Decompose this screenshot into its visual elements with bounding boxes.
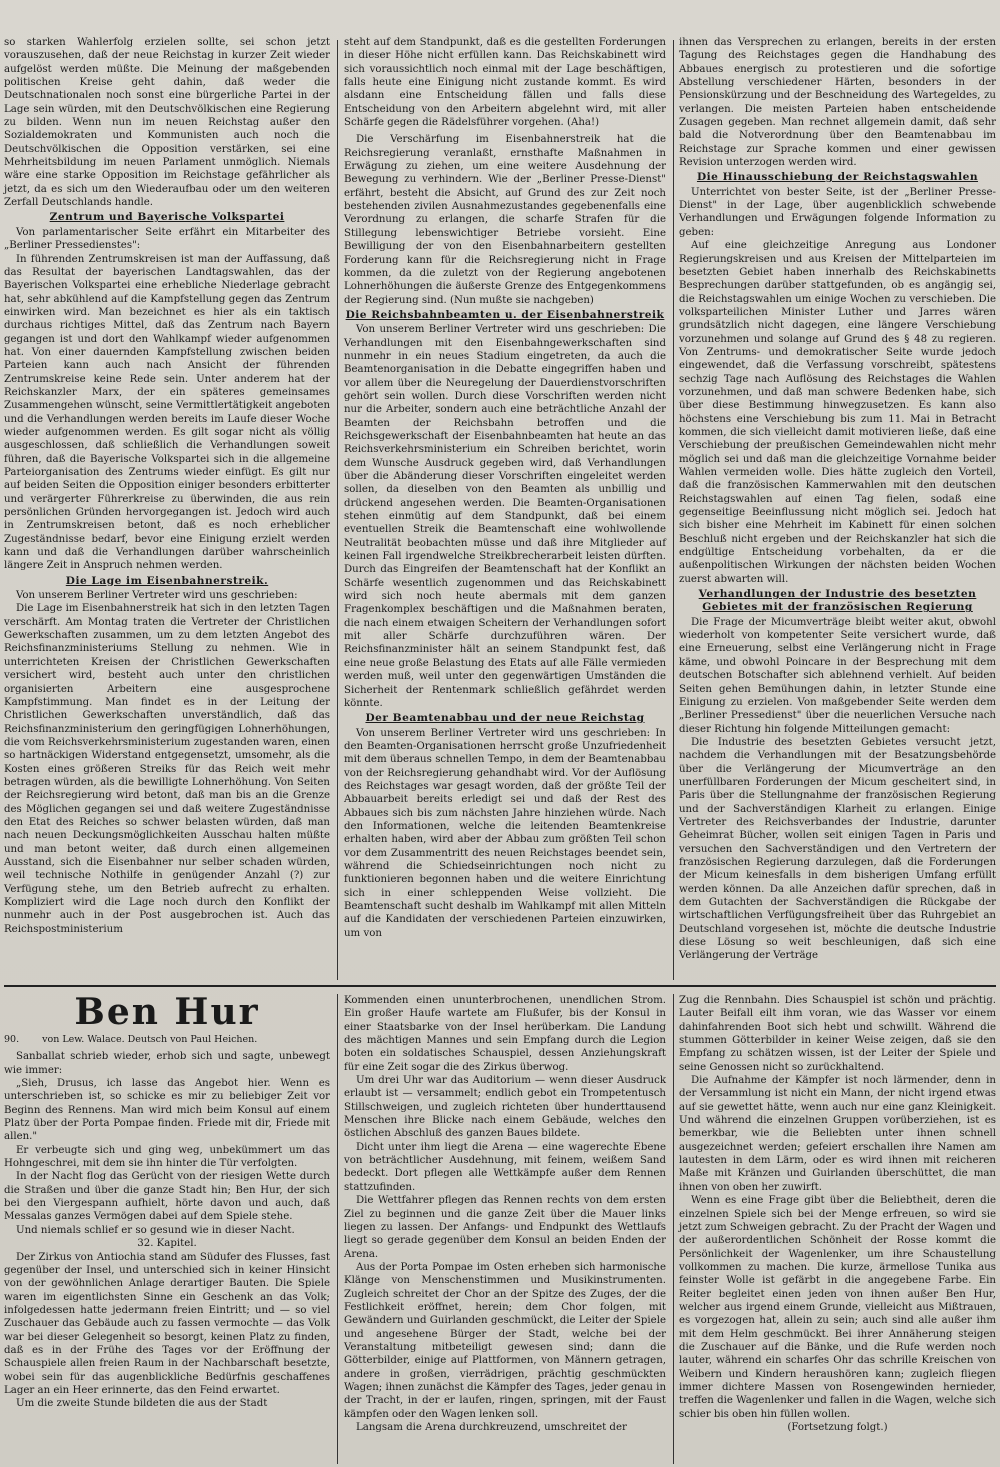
article-heading: Zentrum und Bayerische Volkspartei (49, 211, 285, 224)
article-paragraph: In führenden Zentrumskreisen ist man der Auffassung, daß das Resultat der bayerischen Landtagswahlen, das der Bayerischen Volkspartei eine erhebliche Niederlage gebracht hat, sehr abkühlend auf die Kampfstellung gegen das Zentrum einwirken wird. Man bezeichnet es hier als ein taktisch durchaus richtiges Mittel, daß das Zentrum nach Bayern gegangen ist und dort den Wahlkampf wieder aufgenommen hat. Von einer dauernden Kampfstellung zwischen beiden Parteien kann auch nach Ansicht der führenden Zentrumskreise keine Rede sein. Unter anderem hat der Reichskanzler Marx, der ein späteres gemeinsames Zusammengehen wünscht, seine Vermittlertätigkeit angeboten und die Verhandlungen werden bereits im Laufe dieser Woche wieder aufgenommen werden. Es gilt sogar nicht als völlig ausgeschlossen, daß schließlich die Verhandlungen soweit führen, daß die Bayerische Volkspartei sich in die allgemeine Parteiorganisation des Zentrums wieder einfügt. Es gilt nur auf beiden Seiten die Opposition einiger besonders erbitterter und verärgerter Führerkreise zu überwinden, die aus rein persönlichen Gründen hervorgegangen ist. Jedoch wird auch in Zentrumskreisen betont, daß es noch erheblicher Zugeständnisse bedarf, bevor eine Einigung erzielt werden kann und daß die Verhandlungen darüber wahrscheinlich längere Zeit in Anspruch nehmen werden. (4, 253, 330, 572)
serial-paragraph: „Sieh, Drusus, ich lasse das Angebot hier. Wenn es unterschrieben ist, so schicke es mir zu beliebiger Zeit vor Beginn des Rennens. Man wird mich beim Konsul auf einem Platz über der Porta Pompae finden. Friede mit dir, Friede mit allen." (4, 1078, 330, 1143)
serial-paragraph: Um drei Uhr war das Auditorium — wenn dieser Ausdruck erlaubt ist — versammelt; endlich gebot ein Trompetentusch Stillschweigen, und zugleich richteten über hunderttausend Menschen ihre Blicke nach einem Gebäude, welches den östlichen Abschluß des ganzen Baues bildete. (344, 1075, 666, 1140)
continuation-note: (Fortsetzung folgt.) (787, 1422, 888, 1433)
article-paragraph: ihnen das Versprechen zu erlangen, bereits in der ersten Tagung des Reichstages gegen die Handhabung des Abbaues energisch zu protestieren und die sofortige Abstellung verschiedener Härten, besonders in der Pensionskürzung und der Beschneidung des Wartegeldes, zu verlangen. Die meisten Parteien haben entscheidende Zusagen gegeben. Man rechnet allgemein damit, daß sehr bald die Notverordnung über den Beamtenabbau im Reichstage zur Sprache kommen und einer gewissen Revision unterzogen werden wird. (679, 37, 996, 169)
serial-paragraph: Kommenden einen ununterbrochenen, unendlichen Strom. Ein großer Haufe wartete am Flußufer, bis der Konsul in einer Staatsbarke von der Insel herüberkam. Die Landung des mächtigen Mannes und sein Empfang durch die Legion boten ein soldatisches Schauspiel, dessen Anziehungskraft für eine Zeit sogar die des Zirkus überwog. (344, 995, 666, 1073)
serial-column-1 (4, 991, 330, 1411)
serial-byline (4, 1033, 330, 1046)
news-column-2 (344, 36, 666, 940)
article-paragraph: steht auf dem Standpunkt, daß es die gestellten Forderungen in dieser Höhe nicht erfüllen kann. Das Reichskabinett wird sich voraussichtlich noch einmal mit der Lage beschäftigen, falls heute eine Einigung nicht zustande kommt. Es wird alsdann eine Entscheidung fällen und falls diese Entscheidung von den Arbeitern abgelehnt wird, mit aller Schärfe gegen die Rädelsführer vorgehen. (Aha!) (344, 37, 666, 129)
section-divider (4, 985, 996, 987)
serial-paragraph: In der Nacht flog das Gerücht von der riesigen Wette durch die Straßen und über die ganze Stadt hin; Ben Hur, der sich bei den Viergespann aufhielt, hörte davon und auch, daß Messalas ganzes Vermögen dabei auf dem Spiele stehe. (4, 1171, 330, 1223)
column-divider (337, 994, 338, 1464)
serial-paragraph: Die Wettfahrer pflegen das Rennen rechts von dem ersten Ziel zu beginnen und die ganze Zeit über die Mauer links liegen zu lassen. Der Anfangs- und Endpunkt des Wettlaufs liegt so gerade gegenüber dem Konsul an beiden Enden der Arena. (344, 1195, 666, 1260)
article-paragraph: Von parlamentarischer Seite erfährt ein Mitarbeiter des „Berliner Pressedienstes": (4, 226, 330, 252)
article-heading: Verhandlungen der Industrie des besetzten Gebietes mit der französischen Regierung (698, 588, 977, 614)
article-paragraph: Die Lage im Eisenbahnerstreik hat sich in den letzten Tagen verschärft. Am Montag traten die Vertreter der Christlichen Gewerkschaften zusammen, um zu dem letzten Angebot des Reichsfinanzministeriums Stellung zu nehmen. Wie in unterrichteten Kreisen der Christlichen Gewerkschaften versichert wird, besteht auch unter den christlichen organisierten Arbeitern eine ausgesprochene Kampfstimmung. Man findet es in der Leitung der Christlichen Gewerkschaften unverständlich, daß das Reichsfinanzministerium den geringfügigen Lohnerhöhungen, die vom Reichsverkehrsministerium zugestanden waren, einen so hartnäckigen Widerstand entgegensetzt, umsomehr, als die Kosten eines größeren Streiks für das Reich weit mehr betragen würden, als die bewilligte Lohnerhöhung. Von Seiten der Reichsregierung wird betont, daß man bis an die Grenze des Möglichen gegangen sei und daß weitere Zugeständnisse den Etat des Reiches so schwer belasten würden, daß man nach neuen Deckungsmöglichkeiten Ausschau halten müßte und man betont weiter, daß durch einen allgemeinen Ausstand, sich die Eisenbahner nur selber schaden würden, weil technische Nothilfe in genügender Anzahl (?) zur Verfügung stehe, um den Betrieb aufrecht zu erhalten. Kompliziert wird die Lage noch durch den Konflikt der nunmehr auch in der Post ausgebrochen ist. Auch das Reichspostministerium (4, 603, 330, 935)
news-column-3 (679, 36, 996, 963)
serial-paragraph: Der Zirkus von Antiochia stand am Südufer des Flusses, fast gegenüber der Insel, und unterschied sich in keiner Hinsicht von der gewöhnlichen Anlage derartiger Bauten. Die Spiele waren im eigentlichsten Sinne ein Geschenk an das Volk; infolgedessen hatte jedermann freien Eintritt; und — so viel Zuschauer das Gebäude auch zu fassen vermochte — das Volk war bei dieser Gelegenheit so besorgt, keinen Platz zu finden, daß es in der Frühe des Tages vor der Eröffnung der Schauspiele allen freien Raum in der Nachbarschaft besetzte, wobei sein für das augenblickliche Bedürfnis geschaffenes Lager an ein Heer erinnerte, das den Feind erwartet. (4, 1251, 330, 1396)
article-heading: Die Hinausschiebung der Reichstagswahlen (696, 171, 979, 184)
serial-paragraph: Er verbeugte sich und ging weg, unbekümmert um das Hohngeschrei, mit dem sie ihn hinter die Tür verfolgten. (4, 1144, 330, 1170)
article-paragraph: Die Industrie des besetzten Gebietes versucht jetzt, nachdem die Verhandlungen mit der Besatzungsbehörde über die Verlängerung der Micumverträge an den unerfüllbaren Forderungen der Micum gescheitert sind, in Paris über die Stellungnahme der französischen Regierung und der Sachverständigen Klarheit zu erlangen. Einige Vertreter des Reichsverbandes der Industrie, darunter Geheimrat Bücher, wollen seit einigen Tagen in Paris und versuchen den Sachverständigen und den Vertretern der französischen Regierung darzulegen, daß die Forderungen der Micum keinesfalls in dem bisherigen Umfang erfüllt werden können. Da alle Anzeichen dafür sprechen, daß in dem Gutachten der Sachverständigen die Rückgabe der wirtschaftlichen Verfügungsfreiheit über das Ruhrgebiet an Deutschland vorgesehen ist, möchte die deutsche Industrie diese Lösung so weit beschleunigen, daß sich eine Verlängerung der Verträge (679, 736, 996, 962)
serial-paragraph: Wenn es eine Frage gibt über die Beliebtheit, deren die einzelnen Spiele sich bei der Menge erfreuen, so wird sie jetzt zum Schweigen gebracht. Zu der Pracht der Wagen und der außerordentlichen Schönheit der Rosse kommt die Persönlichkeit der Wagenlenker, um ihre Schaustellung vollkommen zu machen. Die kurze, ärmellose Tunika aus feinster Wolle ist gefärbt in die angegebene Farbe. Ein Reiter begleitet einen jeden von ihnen außer Ben Hur, welcher aus irgend einem Grunde, vielleicht aus Mißtrauen, es vorgezogen hat, allein zu sein; auch sind alle außer ihm mit dem Helm geschmückt. Bei ihrer Annäherung steigen die Zuschauer auf die Bänke, und die Rufe werden noch lauter, während ein scharfes Ohr das schrille Kreischen von Weibern und Kindern heraushören kann; zugleich fliegen immer dichtere Massen von Rosengewinden hernieder, treffen die Wagenlenker und fallen in die Wagen, welche sich schier bis oben hin füllen wollen. (679, 1195, 996, 1420)
article-paragraph: Auf eine gleichzeitige Anregung aus Londoner Regierungskreisen und aus Kreisen der Mittelparteien im besetzten Gebiet haben innerhalb des Reichskabinetts Besprechungen darüber stattgefunden, ob es angängig sei, die Reichstagswahlen um einige Wochen zu verschieben. Die volksparteilichen Minister Luther und Jarres wären grundsätzlich nicht dagegen, eine längere Verschiebung vorzunehmen und solange auf Grund des § 48 zu regieren. Von Zentrums- und demokratischer Seite wurde jedoch eingewendet, daß die Verfassung vorschreibt, spätestens sechzig Tage nach Auflösung des Reichstages die Wahlen vorzunehmen, und daß man schwere Bedenken habe, sich über diese Bestimmung hinwegzusetzen. Es kann also höchstens eine Verschiebung bis zum 11. Mai in Betracht kommen, die sich vielleicht damit motivieren ließe, daß eine Verschiebung der preußischen Gemeindewahlen nicht mehr möglich sei und daß man die gleichzeitige Vornahme beider Wahlen vermeiden wolle. Dies hätte zugleich den Vorteil, daß die französischen Kammerwahlen mit den deutschen Reichstagswahlen auf einen Tag fielen, sodaß eine gegenseitige Beeinflussung nicht möglich sei. Jedoch hat sich bisher eine Mehrheit im Kabinett für einen solchen Beschluß nicht ergeben und der Reichskanzler hat sich die endgültige Entscheidung vorbehalten, da er die außenpolitischen Wirkungen der nächsten beiden Wochen zuerst abwarten will. (679, 240, 996, 585)
article-paragraph: Von unserem Berliner Vertreter wird uns geschrieben: (16, 590, 298, 602)
serial-paragraph: Die Aufnahme der Kämpfer ist noch lärmender, denn in der Versammlung ist nicht ein Mann, der nicht irgend etwas auf sie gewettet hätte, wenn auch nur eine ganz Kleinigkeit. Und während die einzelnen Gruppen vorüberziehen, ist es bemerkbar, wie die Beliebten unter ihnen schnell ausgezeichnet werden; gefeiert erschallen ihre Namen am lautesten in dem Lärm, oder es wird ihnen mit reicheren Maße mit Kränzen und Guirlanden überschüttet, die man ihnen von oben her zuwirft. (679, 1075, 996, 1193)
serial-paragraph: Dicht unter ihm liegt die Arena — eine wagerechte Ebene von beträchtlicher Ausdehnung, mit feinem, weißem Sand bedeckt. Dort pflegen alle Wettkämpfe außer dem Rennen stattzufinden. (344, 1141, 666, 1193)
serial-title: Ben Hur (74, 991, 260, 1033)
article-paragraph: Die Verschärfung im Eisenbahnerstreik hat die Reichsregierung veranlaßt, ernsthafte Maßnahmen in Erwägung zu ziehen, um eine weitere Ausdehnung der Bewegung zu verhindern. Wie der „Berliner Presse-Dienst" erfährt, besteht die Absicht, auf Grund des zur Zeit noch bestehenden zivilen Ausnahmezustandes gegebenenfalls eine Verordnung zu erlangen, die scharfe Strafen für die Stillegung lebenswichtiger Betriebe vorsieht. Eine Bewilligung der von den Eisenbahnarbeitern gestellten Forderung kann für die Reichsregierung nicht in Frage kommen, da die zuletzt von der Regierung angebotenen Lohnerhöhungen die äußerste Grenze des Entgegenkommens der Regierung sind. (Nun mußte sie nachgeben) (344, 134, 666, 306)
serial-paragraph: Langsam die Arena durchkreuzend, umschreitet der (356, 1422, 627, 1433)
serial-column-3 (679, 994, 996, 1434)
serial-author: von Lew. Walace. Deutsch von Paul Heichen. (42, 1034, 258, 1045)
article-heading: Die Lage im Eisenbahnerstreik. (65, 574, 269, 587)
column-divider (673, 40, 674, 980)
serial-column-2 (344, 994, 666, 1434)
chapter-heading: 32. Kapitel. (137, 1238, 197, 1250)
article-heading: Der Beamtenabbau und der neue Reichstag (365, 712, 645, 725)
article-paragraph: Von unserem Berliner Vertreter wird uns geschrieben: Die Verhandlungen mit den Eisenbahngewerkschaften sind nunmehr in ein neues Stadium eingetreten, da auch die Beamtenorganisation in die Debatte eingegriffen haben und vor allem über die Neuregelung der Dauerdienstvorschriften gehört sein wollen. Durch diese Vorschriften werden nicht nur die Arbeiter, sondern auch eine beträchtliche Anzahl der Beamten der Reichsbahn betroffen und die Reichsgewerkschaft der Eisenbahnbeamten hat heute an das Reichsverkehrsministerium ein Schreiben berichtet, worin dem Wunsche Ausdruck gegeben wird, daß Verhandlungen über die Abänderung dieser Vorschriften eingeleitet werden sollen, da dieselben von den Beamten als unbillig und drückend angesehen werden. Die Beamten-Organisationen stehen einmütig auf dem Standpunkt, daß bei einem eventuellen Streik die Beamtenschaft eine wohlwollende Neutralität beobachten müsse und daß ihre Mitglieder auf keinen Fall irgendwelche Streikbrecherarbeit leisten dürften. Durch das Eingreifen der Beamtenschaft hat der Konflikt an Schärfe wesentlich zugenommen und das Reichskabinett wird sich noch heute abermals mit dem ganzen Fragenkomplex beschäftigen und die Maßnahmen beraten, die nach einem etwaigen Scheitern der Verhandlungen sofort mit aller Schärfe durchzuführen wären. Der Reichsfinanzminister hält an seinem Standpunkt fest, daß eine neue große Belastung des Etats auf alle Fälle vermieden werden muß, weil unter den gegenwärtigen Umständen die Sicherheit der Rentenmark schließlich gefährdet werden könnte. (344, 324, 666, 709)
serial-paragraph: Aus der Porta Pompae im Osten erheben sich harmonische Klänge von Menschenstimmen und Musikinstrumenten. Zugleich schreitet der Chor an der Spitze des Zuges, der die Festlichkeit eröffnet, herein; dem Chor folgen, mit Gewändern und Guirlanden geschmückt, die Leiter der Spiele und angesehene Bürger der Stadt, welche bei der Veranstaltung mitbeteiligt gewesen sind; dann die Götterbilder, einige auf Plattformen, von Männern getragen, andere in großen, vierrädrigen, prächtig geschmückten Wagen; ihnen zunächst die Kämpfer des Tages, jeder genau in der Tracht, in der er laufen, ringen, springen, mit der Faust kämpfen oder den Wagen lenken soll. (344, 1261, 666, 1420)
article-paragraph: Die Frage der Micumverträge bleibt weiter akut, obwohl wiederholt von kompetenter Seite versichert wurde, daß eine Erneuerung, selbst eine Verlängerung nicht in Frage käme, und obwohl Poincare in der Besprechung mit dem deutschen Botschafter sich ablehnend verhielt. Auf beiden Seiten gehen Bemühungen dahin, in letzter Stunde eine Einigung zu erzielen. Von maßgebender Seite werden dem „Berliner Pressedienst" über die neuerlichen Versuche nach dieser Richtung hin folgende Mitteilungen gemacht: (679, 616, 996, 735)
serial-paragraph: Sanballat schrieb wieder, erhob sich und sagte, unbewegt wie immer: (4, 1051, 330, 1076)
article-paragraph: so starken Wahlerfolg erzielen sollte, sei schon jetzt vorauszusehen, daß der neue Reichstag in kurzer Zeit wieder aufgelöst werden müßte. Die Meinung der maßgebenden politischen Kreise geht dahin, daß weder die Deutschnationalen noch sonst eine bürgerliche Partei in der Lage sein würden, mit den Deutschvölkischen eine Regierung zu bilden. Wenn nun im neuen Reichstag außer den Sozialdemokraten und Kommunisten auch noch die Deutschvölkischen die Opposition verstärken, sei eine Mehrheitsbildung im neuen Parlament unmöglich. Niemals wäre eine starke Opposition im Reichstage gefährlicher als jetzt, da es sich um den Wiederaufbau oder um den weiteren Zerfall Deutschlands handle. (4, 37, 330, 209)
article-paragraph: Von unserem Berliner Vertreter wird uns geschrieben: In den Beamten-Organisationen herrscht große Unzufriedenheit mit dem überaus schnellen Tempo, in dem der Beamtenabbau von der Reichsregierung gehandhabt wird. Vor der Auflösung des Reichstages war gesagt worden, daß der größte Teil der Abbauarbeit bereits erledigt sei und daß der Rest des Abbaues sich bis zum nächsten Jahre hinziehen würde. Nach den Informationen, welche die leitenden Beamtenkreise erhalten haben, wird aber der Abbau zum größten Teil schon vor dem Zusammentritt des neuen Reichstages beendet sein, während die Schiedseinrichtungen noch nicht zu funktionieren begonnen haben und die weitere Einrichtung sich in einer schleppenden Weise vollzieht. Die Beamtenschaft sucht deshalb im Wahlkampf mit allen Mitteln auf die Kandidaten der verschiedenen Parteien einzuwirken, um von (344, 727, 666, 939)
news-column-1 (4, 36, 330, 936)
serial-paragraph: Zug die Rennbahn. Dies Schauspiel ist schön und prächtig. Lauter Beifall eilt ihm voran, wie das Wasser vor einem dahinfahrenden Boot sich hebt und schwillt. Während die stummen Götterbilder in keiner Weise zeigen, daß sie den Empfang zu schätzen wissen, ist der Leiter der Spiele und seine Genossen nicht so zurückhaltend. (679, 995, 996, 1073)
column-divider (337, 40, 338, 980)
serial-installment-number: 90. (4, 1034, 20, 1045)
column-divider (673, 994, 674, 1464)
article-heading: Die Reichsbahnbeamten u. der Eisenbahnerstreik (345, 308, 665, 321)
article-paragraph: Unterrichtet von bester Seite, ist der „Berliner Presse-Dienst" in der Lage, über augenblicklich schwebende Verhandlungen und Erwägungen folgende Information zu geben: (679, 186, 996, 238)
serial-paragraph: Und niemals schlief er so gesund wie in dieser Nacht. (16, 1224, 295, 1236)
serial-paragraph: Um die zweite Stunde bildeten die aus der Stadt (16, 1398, 268, 1410)
